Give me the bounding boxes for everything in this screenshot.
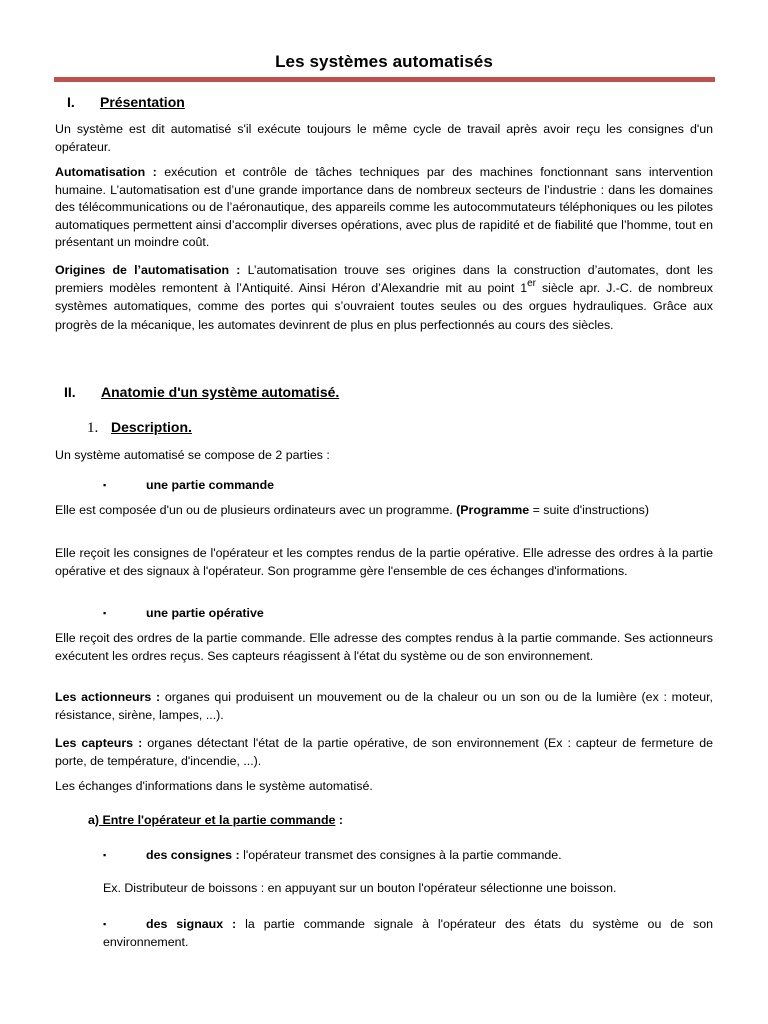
bullet-partie-operative xyxy=(103,605,703,623)
paragraph-pc1 xyxy=(55,502,713,520)
automatisation-text: exécution et contrôle de tâches techniques par des machines fonctionnant sans intervention humaine. L’automatisation est d’une grande importance dans de nombreux secteurs de l’industrie : dans les domaines des télécommunications ou de l’aéronautique, des appareils comme les autocommutateurs téléphoniques ou les pilotes automatiques permettent ainsi d’accomplir diverses opérations, avec plus de rapidité et de fiabilité que l’homme, tout en présentant un moindre coût. xyxy=(55,165,713,250)
paragraph-automatisation xyxy=(55,164,713,252)
section-1-title: Présentation xyxy=(100,94,185,110)
section-2-heading xyxy=(64,384,339,400)
term-capteurs: Les capteurs : xyxy=(55,736,143,750)
paragraph-po1: Elle reçoit des ordres de la partie commande. Elle adresse des comptes rendus à la partie commande. Ses actionneurs exécutent les ordres reçus. Ses capteurs réagissent à l'état du système ou de son environnement. xyxy=(55,631,713,663)
paragraph-example: Ex. Distributeur de boissons : en appuyant sur un bouton l'opérateur sélectionne une boisson. xyxy=(103,881,617,895)
paragraph-echanges: Les échanges d'informations dans le système automatisé. xyxy=(55,779,373,793)
paragraph-capteurs xyxy=(55,735,713,770)
bullet-consignes xyxy=(103,847,713,865)
actionneurs-text: organes qui produisent un mouvement ou de la chaleur ou un son ou de la lumière (ex : moteur, résistance, sirène, lampes, ...). xyxy=(55,690,714,722)
term-automatisation: Automatisation : xyxy=(55,165,157,179)
pc1-text-b: = suite d'instructions) xyxy=(529,503,649,517)
paragraph-pc2: Elle reçoit les consignes de l'opérateur et les comptes rendus de la partie opérative. Elle adresse des ordres à la partie opérative et des signaux à l'opérateur. Son programme gère l'ensemble de ces échanges d'informations. xyxy=(55,546,713,578)
page-title: Les systèmes automatisés xyxy=(275,52,493,71)
signaux-text: la partie commande signale à l'opérateur des états du système ou de son environnement. xyxy=(103,917,713,949)
subheading-a xyxy=(88,812,708,830)
title-rule xyxy=(54,77,715,82)
section-1-heading xyxy=(67,94,185,110)
section-1-number: I. xyxy=(67,94,75,110)
paragraph-origines xyxy=(55,261,713,334)
subheading-a-title: Entre l'opérateur et la partie commande xyxy=(99,813,336,827)
term-origines: Origines de l’automatisation : xyxy=(55,263,241,277)
bullet-marker: ▪ xyxy=(103,480,107,490)
consignes-text: l'opérateur transmet des consignes à la partie commande. xyxy=(239,848,562,862)
paragraph-actionneurs xyxy=(55,689,713,724)
origines-text-a: L’automatisation trouve ses origines dans la construction d’automates, dont les premiers modèles remontent à l’Antiquité. Ainsi Héron d’Alexandrie mit au point 1 xyxy=(55,263,713,296)
origines-superscript: er xyxy=(527,278,537,290)
capteurs-text: organes détectant l'état de la partie opérative, de son environnement (Ex : capteur de fermeture de porte, de température, d'incendie, ...). xyxy=(55,736,713,768)
bullet-partie-operative-label: une partie opérative xyxy=(146,606,264,620)
subsection-number: 1. xyxy=(87,420,99,436)
origines-text-b: siècle apr. J.-C. de nombreux systèmes automatiques, comme des portes qui s’ouvraient toutes seules ou des orgues hydrauliques. Grâce aux progrès de la mécanique, les automates devinrent de plus en plus perfectionnés au cours des siècles. xyxy=(55,281,713,332)
bullet-marker: ▪ xyxy=(103,608,107,618)
term-programme: (Programme xyxy=(456,503,530,517)
subsection-description-heading xyxy=(87,419,192,437)
section-2-title: Anatomie d'un système automatisé. xyxy=(101,384,340,400)
bullet-partie-commande xyxy=(103,477,703,495)
paragraph-intro: Un système automatisé se compose de 2 parties : xyxy=(55,448,330,462)
subheading-a-colon: : xyxy=(335,813,343,827)
term-signaux: des signaux : xyxy=(146,917,237,931)
pc1-text-a: Elle est composée d'un ou de plusieurs ordinateurs avec un programme. xyxy=(55,503,457,517)
term-actionneurs: Les actionneurs : xyxy=(55,690,161,704)
subheading-a-label: a) xyxy=(88,813,100,827)
term-consignes: des consignes : xyxy=(146,848,240,862)
section-2-number: II. xyxy=(64,384,76,400)
bullet-marker: ▪ xyxy=(103,850,107,860)
bullet-partie-commande-label: une partie commande xyxy=(146,478,275,492)
bullet-signaux xyxy=(103,916,713,951)
bullet-marker: ▪ xyxy=(103,919,107,929)
subsection-title: Description. xyxy=(111,419,192,435)
paragraph-definition: Un système est dit automatisé s'il exécute toujours le même cycle de travail après avoir reçu les consignes d'un opérateur. xyxy=(55,122,713,154)
